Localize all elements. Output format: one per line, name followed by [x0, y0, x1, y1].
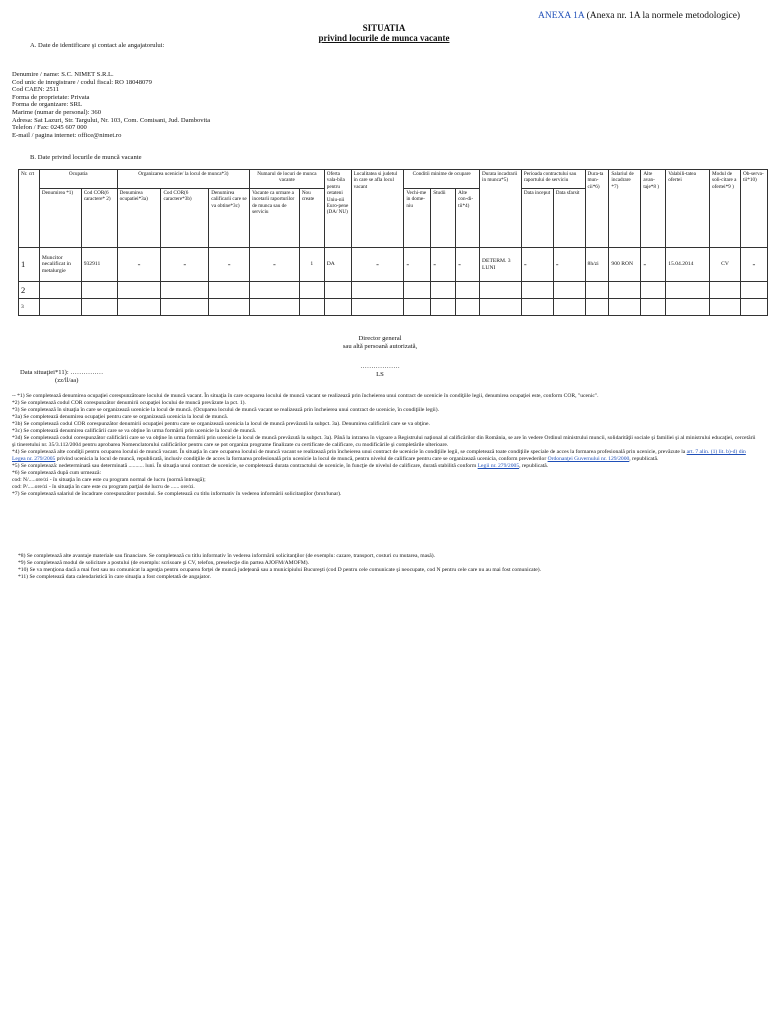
date-label: Data situaţiei*11): …………… — [20, 369, 104, 376]
row-vechime: - — [404, 248, 431, 282]
subheader-vechime: Vechi-me in dome-niu — [404, 189, 431, 248]
footnote-6a: cod: N/.....ore/zi - în situaţia în care este cu program normal de lucru (normă întreagă); — [12, 477, 206, 483]
seal-ls: LS — [376, 370, 384, 378]
footnote-3a: *3a) Se completează denumirea ocupaţiei pentru care se organizează ucenicia la locul de muncă. — [12, 414, 229, 420]
header-durata: Durata incadrarii in munca*5) — [480, 170, 522, 248]
subheader-alte-conditii: Alte con-di-tii*4) — [456, 189, 480, 248]
employer-ownership: Forma de proprietate: Privata — [12, 93, 90, 101]
employer-fiscal-code: Cod unic de inregistrare / codul fiscal: RO 18048079 — [12, 78, 152, 86]
row-alte-conditii: - — [456, 248, 480, 282]
row-studii: - — [431, 248, 456, 282]
header-perioada: Perioada contractului sau raportului de serviciu — [521, 170, 585, 189]
row-observatii — [740, 282, 767, 299]
footnote-3d: *3d) Se completează codul corespunzător calificării care se va obţine în urma formării prin ucenicie la locul de muncă prevăzută la subpct. 3a). Până la intrarea în vigoare a Registrului naţional al calificărilor din România, se are în vedere Ordinul ministrului muncii, solidarităţii sociale şi familiei şi al ministrului educaţiei, cercetării şi tineretului nr. 35/3.112/2004 pentru aprobarea Nomenclatorului calificărilor pentru care se pot organiza programe finalizate cu certificate de calificare, cu modificările şi completările ulterioare. — [12, 435, 756, 448]
employer-details — [12, 71, 512, 139]
employer-address: Adresa: Sat Lazuri, Str. Targului, Nr. 103, Com. Comisani, Jud. Dambovita — [12, 116, 211, 124]
row-valabilitatea: 15.04.2014 — [666, 248, 710, 282]
law-279-2005-link[interactable]: Legii nr. 279/2005 — [477, 463, 520, 469]
row-cod-cor: 932911 — [81, 248, 117, 282]
header-observatii: Ob-serva-tii*10) — [740, 170, 767, 248]
row-cod-cor-b — [161, 282, 209, 299]
row-localitatea — [351, 299, 404, 316]
employer-caen: Cod CAEN: 2511 — [12, 86, 60, 94]
signature-subtitle: sau altă persoană autorizată, — [342, 342, 418, 350]
employer-name: Denumire / name: S.C. NIMET S.R.L. — [12, 71, 114, 78]
row-denumirea-ocupatiei: - — [117, 248, 161, 282]
row-durata — [480, 282, 522, 299]
row-alte-avantaje: - — [641, 248, 666, 282]
employer-email: E-mail / pagina internet: office@nimet.ro — [12, 131, 122, 139]
footnote-4-text-end: , republicată. — [629, 456, 659, 462]
subheader-denumirea-ocupatiei: Denumirea ocupatiei*3a) — [117, 189, 161, 248]
footnote-5-text: *5) Se completează: nedeterminată sau determinată ........... luni. În situaţia unui contract de ucenicie, se completează durata contractului de ucenicie, în funcţie de nivelul de calificare, durată stabilită conform — [12, 463, 478, 469]
row-salariul: 900 RON — [609, 248, 641, 282]
row-alte-conditii — [456, 299, 480, 316]
row-observatii — [740, 299, 767, 316]
subheader-cod-cor-b: Cod COR(6 caractere*3b) — [161, 189, 209, 248]
row-data-sfarsit — [553, 299, 585, 316]
table-header-row — [19, 170, 768, 189]
employer-organization: Forma de organizare: SRL — [12, 101, 83, 109]
row-denumirea-calificarii — [209, 282, 250, 299]
footnote-2: *2) Se completează codul COR corespunzător denumirii ocupaţiei locului de muncă prevăzute la pct. 1). — [12, 400, 246, 406]
date-block — [20, 369, 103, 384]
footnote-8: *8) Se completează alte avantaje materiale sau financiare. Se completează cu titlu informativ în vederea informării solicitanţilor (de exemplu: cazare, transport, costuri cu mutarea, masă). — [18, 553, 436, 559]
signature-block — [300, 335, 460, 378]
header-oferta: Oferta vala-bila pentru cetateni Uniu-nii Euro-pene (DA/ NU) — [324, 170, 351, 248]
annex-subtitle: (Anexa nr. 1A la normele metodologice) — [586, 11, 741, 21]
row-oferta — [324, 299, 351, 316]
row-valabilitatea — [666, 282, 710, 299]
row-durata: DETERM. 3 LUNI — [480, 248, 522, 282]
subheader-denumirea-calificarii: Denumirea calificarii care se va obtine*3c) — [209, 189, 250, 248]
row-vacante — [250, 282, 300, 299]
subheader-cod-cor: Cod COR(6 caractere* 2) — [81, 189, 117, 248]
date-format: (zz/ll/aa) — [55, 376, 79, 384]
subheader-denumirea: Denumirea *1) — [39, 189, 81, 248]
row-salariul — [609, 299, 641, 316]
footnote-11: *11) Se completează data calendaristică în care situaţia a fost completată de angajator. — [18, 574, 211, 580]
row-modul — [710, 299, 741, 316]
footnote-4 — [12, 449, 756, 463]
title-line-2: privind locurile de munca vacante — [318, 32, 450, 43]
footnote-1: -- *1) Se completează denumirea ocupaţiei corespunzătoare locului de muncă vacant. În situaţia în care ocuparea locului de muncă vacant se realizează prin încheierea unui contract de ucenicie în condiţiile legii, denumirea ocupaţiei este, conform COR, "ucenic". — [12, 393, 599, 399]
row-localitatea — [351, 282, 404, 299]
row-denumirea-ocupatiei — [117, 299, 161, 316]
row-modul: CV — [710, 248, 741, 282]
row-denumirea-ocupatiei — [117, 282, 161, 299]
employer-phone: Telefon / Fax: 0245 607 000 — [12, 124, 87, 132]
row-nr: 2 — [19, 282, 40, 299]
row-salariul — [609, 282, 641, 299]
footnotes — [12, 393, 756, 498]
footnotes-lower — [18, 553, 758, 581]
row-denumirea: Muncitor necalificat in metalurgie — [39, 248, 81, 282]
row-cod-cor — [81, 282, 117, 299]
footnote-9: *9) Se completează modul de solicitare a postului (de exemplu: scrisoare şi CV, telefon, preselecţie din partea AJOFM/AMOFM). — [18, 560, 310, 566]
header-salariul: Salariul de incadrare *7) — [609, 170, 641, 248]
row-durata-muncii — [585, 299, 609, 316]
row-alte-avantaje — [641, 282, 666, 299]
subheader-nou-create: Nou create — [299, 189, 324, 248]
row-vechime — [404, 282, 431, 299]
footnote-3: *3) Se completează în situaţia în care se organizează ucenicie la locul de muncă. (Ocuparea locului de muncă vacant se realizează prin încheierea unui contract de ucenicie, în condiţiile legii). — [12, 407, 439, 413]
row-durata-muncii — [585, 282, 609, 299]
footnote-4-text: *4) Se completează alte condiţii pentru ocuparea locului de muncă vacant. În situaţia în care ocuparea locului de muncă vacant se realizează prin încheierea unui contract de ucenicie în condiţiile legii, se completează toate condiţiile speciale de acces la formarea profesională prin ucenicie, prevăzute la — [12, 449, 687, 455]
subheader-vacante: Vacante ca urmare a incetarii raporturilor de munca sau de serviciu — [250, 189, 300, 248]
signature-dots: ……………… — [360, 363, 400, 371]
row-oferta — [324, 282, 351, 299]
header-ocupatia: Ocupatia — [39, 170, 117, 189]
row-vacante: - — [250, 248, 300, 282]
row-localitatea: - — [351, 248, 404, 282]
subheader-data-inceput: Data inceput — [521, 189, 553, 248]
footnote-5-text-end: , republicată. — [519, 463, 549, 469]
row-nr: 1 — [19, 248, 40, 282]
row-nou-create — [299, 299, 324, 316]
row-data-sfarsit — [553, 282, 585, 299]
row-alte-avantaje — [641, 299, 666, 316]
row-vechime — [404, 299, 431, 316]
vacancies-table — [18, 169, 768, 316]
header-organizare: Organizarea ucenicie/ la locul de munca*3) — [117, 170, 250, 189]
row-cod-cor-b: - — [161, 248, 209, 282]
table-row — [19, 248, 768, 282]
footnote-3b: *3b) Se completează codul COR corespunzător denumirii ocupaţiei pentru care se organizează ucenicia la locul de muncă prevăzută la subpct. 3a). Denumirea calificării care se va obţine. — [12, 421, 430, 427]
row-observatii: - — [740, 248, 767, 282]
annex-header — [538, 11, 740, 21]
document-title — [0, 24, 768, 43]
footnote-3c: *3c) Se completează denumirea calificării care se va obţine în urma formării prin ucenicie la locul de muncă. — [12, 428, 257, 434]
employer-size: Marime (numar de personal): 360 — [12, 108, 101, 116]
signature-title: Director general — [358, 335, 402, 342]
table-row — [19, 282, 768, 299]
row-denumirea — [39, 299, 81, 316]
row-alte-conditii — [456, 282, 480, 299]
annex-label: ANEXA 1A — [538, 11, 585, 21]
row-denumirea — [39, 282, 81, 299]
law-279-link[interactable]: art. 7 alin. (1) lit. b)-d) din Legea nr. 279/2005 — [12, 449, 746, 462]
section-a-heading: A. Date de identificare şi contact ale angajatorului: — [30, 42, 165, 49]
row-cod-cor — [81, 299, 117, 316]
header-alte-avantaje: Alte avan-taje*8 ) — [641, 170, 666, 248]
row-nr: 3 — [19, 299, 40, 316]
row-cod-cor-b — [161, 299, 209, 316]
subheader-studii: Studii — [431, 189, 456, 248]
footnote-10: *10) Se va menţiona dacă a mai fost sau nu comunicat la agenţia pentru ocuparea forţei de muncă judeţeană sau a municipiului Bucureşti (cod D pentru cele comunicate şi neocupate, cod N pentru cele care nu au mai fost comunicate). — [18, 567, 541, 573]
row-denumirea-calificarii: - — [209, 248, 250, 282]
row-data-inceput — [521, 299, 553, 316]
row-oferta: DA — [324, 248, 351, 282]
row-vacante — [250, 299, 300, 316]
header-conditii: Conditii minime de ocupare — [404, 170, 480, 189]
header-modul: Modul de soli-citare a ofertei*9 ) — [710, 170, 741, 248]
row-studii — [431, 299, 456, 316]
section-b-heading: B. Date privind locurile de muncă vacante — [30, 154, 142, 161]
header-durata-muncii: Dura-ta mun-cii*6) — [585, 170, 609, 248]
row-denumirea-calificarii — [209, 299, 250, 316]
row-durata-muncii: 8h/zi — [585, 248, 609, 282]
footnote-6: *6) Se completează după cum urmează: — [12, 470, 101, 476]
ordinance-129-link[interactable]: Ordonanţei Guvernului nr. 129/2000 — [547, 456, 630, 462]
row-modul — [710, 282, 741, 299]
subheader-data-sfarsit: Data sfarsit — [553, 189, 585, 248]
title-line-1: SITUATIA — [362, 23, 406, 33]
row-nou-create: 1 — [299, 248, 324, 282]
header-localitatea: Localitatea si judetul in care se afla locul vacant — [351, 170, 404, 248]
row-nou-create — [299, 282, 324, 299]
header-valabilitatea: Valabili-tatea ofertei — [666, 170, 710, 248]
header-numarul: Numarul de locuri de munca vacante — [250, 170, 325, 189]
row-durata — [480, 299, 522, 316]
row-studii — [431, 282, 456, 299]
table-row — [19, 299, 768, 316]
footnote-7: *7) Se completează salariul de încadrare corespunzător postului. Se completează cu titlu informativ în vederea informării solicitanţilor (brut/lunar). — [12, 491, 342, 497]
row-valabilitatea — [666, 299, 710, 316]
footnote-4-text-mid: privind ucenicia la locul de muncă, republicată, inclusiv condiţiile de acces la formarea profesională prin ucenicie la locul de muncă, pentru nivelul de calificare pentru care se organizează ucenicia, conform prevederilor — [55, 456, 548, 462]
row-data-inceput — [521, 282, 553, 299]
header-nr: Nr. crt — [19, 170, 40, 248]
footnote-5 — [12, 463, 756, 470]
row-data-inceput: - — [521, 248, 553, 282]
row-data-sfarsit: - — [553, 248, 585, 282]
footnote-6b: cod: P/.....ore/zi - în situaţia în care este cu program parţial de lucru de ...... ore/zi. — [12, 484, 195, 490]
